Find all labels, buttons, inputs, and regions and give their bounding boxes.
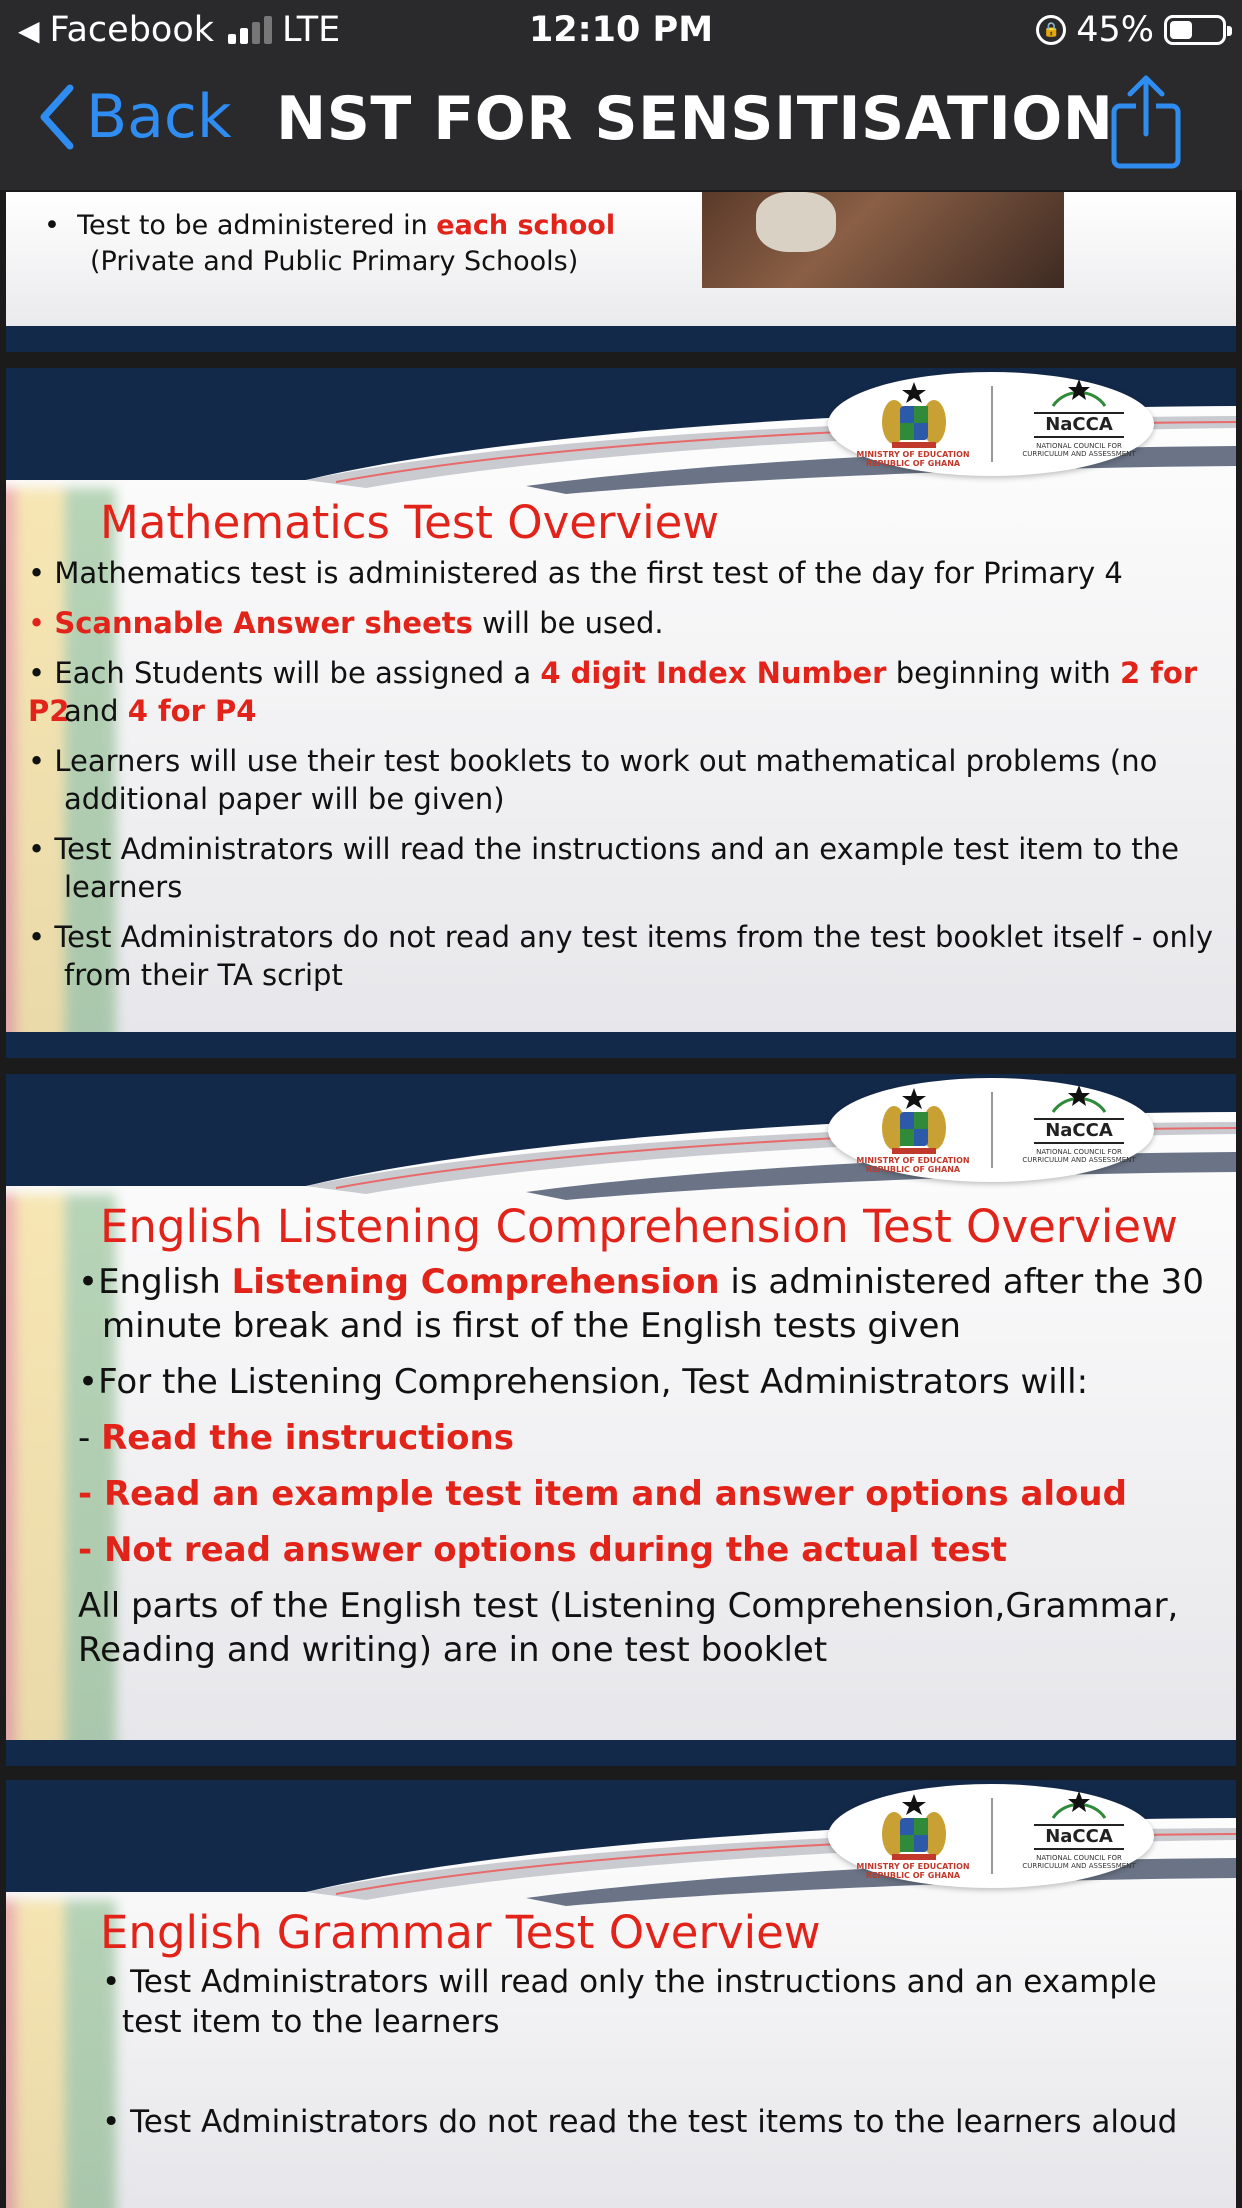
page-title: NST FOR SENSITISATION — [276, 84, 1114, 154]
moe-caption: MINISTRY OF EDUCATION REPUBLIC OF GHANA — [856, 1156, 970, 1174]
nacca-caption: NATIONAL COUNCIL FOR CURRICULUM AND ASSESSMENT — [1022, 1148, 1136, 1164]
bullet-1: • Test Administrators will read only the instructions and an example — [102, 1964, 1157, 2000]
nacca-caption: NATIONAL COUNCIL FOR CURRICULUM AND ASSESSMENT — [1022, 442, 1136, 458]
bullet-6-line2: from their TA script — [64, 958, 343, 992]
bullet-1: • Mathematics test is administered as the first test of the day for Primary 4 — [28, 556, 1123, 590]
nacca-logo — [1014, 378, 1144, 458]
paragraph-line1: All parts of the English test (Listening Comprehension,Grammar, — [78, 1586, 1179, 1626]
chevron-left-icon — [36, 82, 76, 152]
dash-3: - Not read answer options during the actual test — [78, 1530, 1007, 1570]
top-bar — [0, 0, 1242, 190]
slide-english-listening — [6, 1074, 1236, 1766]
bullet-1-line2: minute break and is first of the English tests given — [102, 1306, 961, 1346]
bullet-3-line2: and 4 for P4 — [64, 694, 257, 728]
share-icon[interactable] — [1110, 72, 1182, 172]
logo-badge — [828, 1784, 1154, 1888]
nacca-star-icon — [1049, 1084, 1109, 1114]
slide-partial — [6, 192, 1236, 352]
slide0-bullet: • Test to be administered in each school — [44, 210, 616, 241]
slide-bottom-band — [6, 326, 1236, 352]
navigation-bar — [0, 62, 1242, 190]
bullet-5-line2: learners — [64, 870, 183, 904]
nacca-name: NaCCA — [1034, 412, 1124, 438]
slide-bottom-band — [6, 1032, 1236, 1058]
nacca-logo — [1014, 1790, 1144, 1870]
logo-badge — [828, 372, 1154, 476]
bullet-3: • Each Students will be assigned a 4 digit Index Number beginning with 2 for P2 — [28, 656, 1198, 728]
status-right — [1036, 10, 1226, 50]
battery-percent: 45% — [1076, 10, 1154, 50]
dash-2: - Read an example test item and answer options aloud — [78, 1474, 1127, 1514]
back-button[interactable] — [36, 82, 232, 152]
back-to-app-icon[interactable]: ◀ — [18, 13, 40, 47]
network-label: LTE — [282, 10, 341, 50]
moe-caption: MINISTRY OF EDUCATION REPUBLIC OF GHANA — [856, 1862, 970, 1880]
paragraph-line2: Reading and writing) are in one test booklet — [78, 1630, 828, 1670]
slide-title: Mathematics Test Overview — [100, 496, 720, 549]
logo-badge — [828, 1078, 1154, 1182]
slide-title: English Listening Comprehension Test Overview — [100, 1200, 1178, 1253]
status-bar — [0, 0, 1242, 62]
slide-bottom-band — [6, 1740, 1236, 1766]
battery-icon — [1164, 15, 1226, 45]
bullet-2: • Test Administrators do not read the test items to the learners aloud — [102, 2104, 1178, 2140]
nacca-star-icon — [1049, 378, 1109, 408]
bullet-2: • Scannable Answer sheets will be used. — [28, 606, 664, 640]
back-label: Back — [86, 82, 232, 152]
dash-1: - Read the instructions — [78, 1418, 514, 1458]
slide-english-grammar — [6, 1780, 1236, 2208]
bullet-4-line2: additional paper will be given) — [64, 782, 505, 816]
slide-title: English Grammar Test Overview — [100, 1906, 821, 1959]
bullet-5: • Test Administrators will read the instructions and an example test item to the — [28, 832, 1179, 866]
ghana-coat-of-arms-icon — [874, 1086, 954, 1156]
nacca-star-icon — [1049, 1790, 1109, 1820]
nacca-logo — [1014, 1084, 1144, 1164]
bullet-6: • Test Administrators do not read any test items from the test booklet itself - only — [28, 920, 1214, 954]
ghana-coat-of-arms-icon — [874, 1792, 954, 1862]
classroom-photo — [702, 192, 1064, 288]
nacca-caption: NATIONAL COUNCIL FOR CURRICULUM AND ASSESSMENT — [1022, 1854, 1136, 1870]
bullet-4: • Learners will use their test booklets to work out mathematical problems (no — [28, 744, 1158, 778]
bullet-1-line2: test item to the learners — [122, 2004, 500, 2040]
back-to-app-label[interactable]: Facebook — [49, 10, 215, 50]
nacca-name: NaCCA — [1034, 1824, 1124, 1850]
bullet-1: •English Listening Comprehension is administered after the 30 — [78, 1262, 1204, 1302]
moe-caption: MINISTRY OF EDUCATION REPUBLIC OF GHANA — [856, 450, 970, 468]
nacca-name: NaCCA — [1034, 1118, 1124, 1144]
status-time: 12:10 PM — [528, 10, 714, 50]
bullet-2: •For the Listening Comprehension, Test Administrators will: — [78, 1362, 1089, 1402]
ghana-coat-of-arms-icon — [874, 380, 954, 450]
slide0-bullet-line2: (Private and Public Primary Schools) — [90, 246, 579, 277]
orientation-lock-icon: 🔒 — [1036, 15, 1066, 45]
slide-mathematics — [6, 368, 1236, 1058]
